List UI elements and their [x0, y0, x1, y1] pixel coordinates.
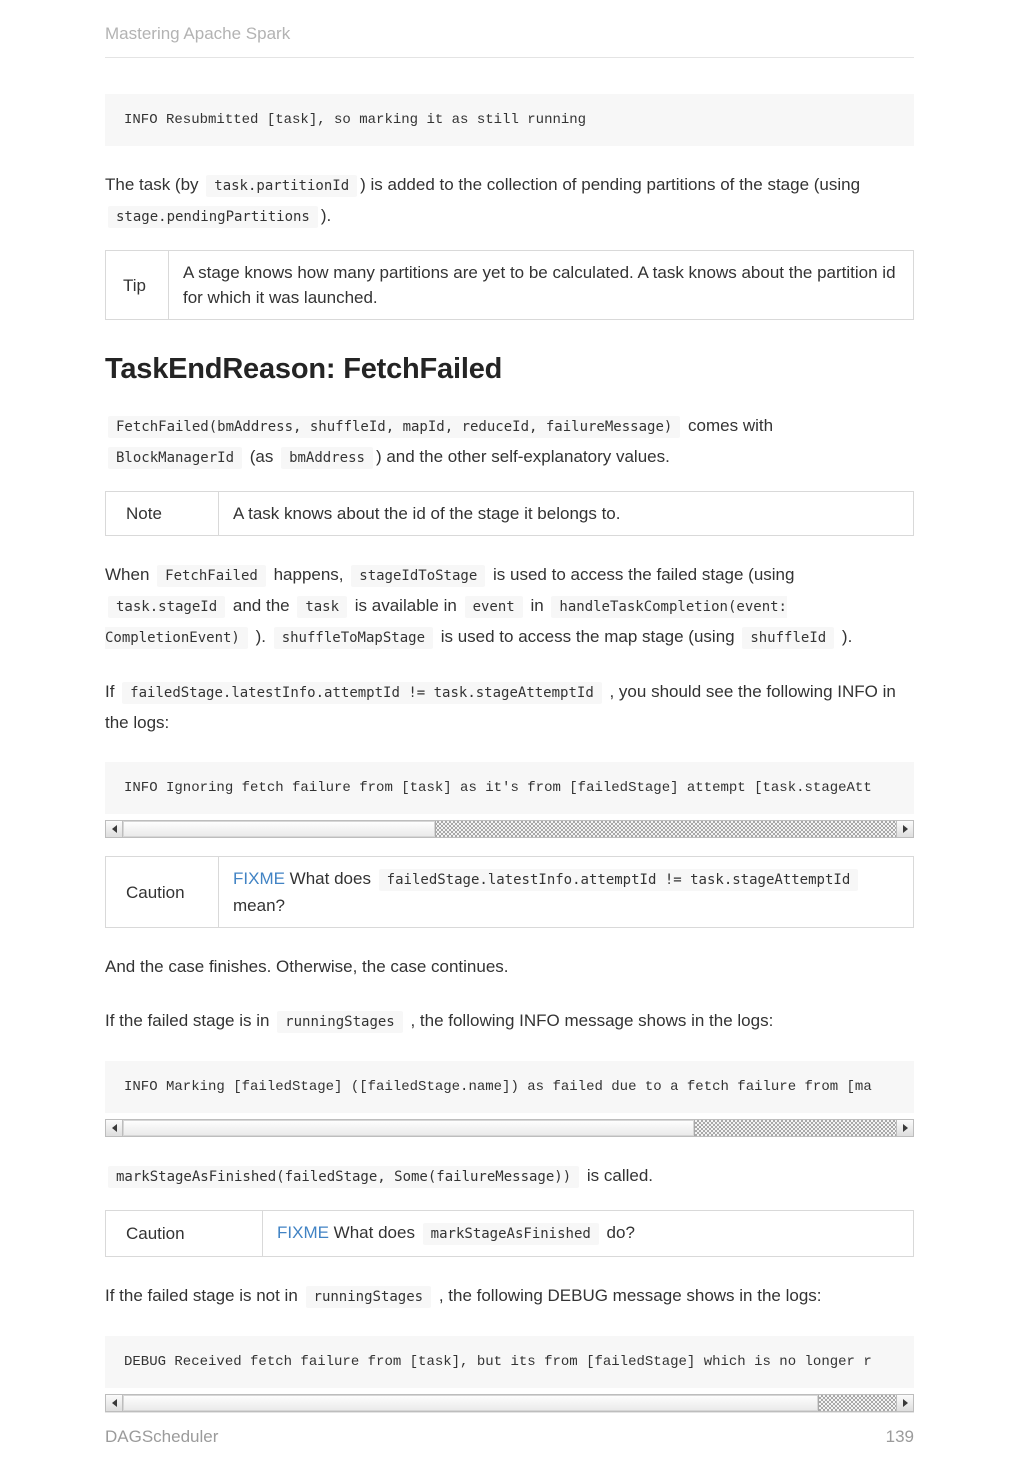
- admonition-label: Tip: [106, 251, 169, 319]
- inline-code: runningStages: [277, 1011, 403, 1033]
- inline-code: stage.pendingPartitions: [108, 206, 318, 228]
- text-run: What does: [284, 869, 376, 888]
- arrow-right-icon: [903, 1399, 908, 1407]
- text-run: What does: [328, 1223, 420, 1242]
- arrow-left-icon: [112, 825, 117, 833]
- scroll-left-button[interactable]: [106, 1395, 123, 1411]
- inline-code: event: [465, 596, 523, 618]
- inline-code: handleTaskCompletion(event: CompletionEvent): [105, 596, 787, 649]
- scroll-left-button[interactable]: [106, 821, 123, 837]
- text-run: , you should see the following INFO in the logs:: [105, 682, 896, 732]
- paragraph: [105, 1006, 914, 1037]
- scroll-right-button[interactable]: [896, 821, 913, 837]
- scrollbar-thumb[interactable]: [123, 1395, 819, 1411]
- inline-code: FetchFailed: [157, 565, 266, 587]
- text-run: When: [105, 565, 155, 584]
- fixme-link[interactable]: FIXME: [277, 1223, 329, 1242]
- inline-code: failedStage.latestInfo.attemptId != task.stageAttemptId: [122, 682, 602, 704]
- arrow-right-icon: [903, 825, 908, 833]
- content: [105, 58, 914, 1412]
- inline-code: FetchFailed(bmAddress, shuffleId, mapId, reduceId, failureMessage): [108, 416, 680, 438]
- tip-admonition: [105, 250, 914, 320]
- scroll-right-button[interactable]: [896, 1120, 913, 1136]
- admonition-content: [219, 857, 913, 927]
- text-run: If: [105, 682, 120, 701]
- code-block: [105, 1061, 914, 1113]
- text-run: is used to access the map stage (using: [436, 627, 740, 646]
- inline-code: failedStage.latestInfo.attemptId != task.stageAttemptId: [379, 869, 859, 891]
- text-run: in: [525, 596, 549, 615]
- text-run: ) is added to the collection of pending partitions of the stage (using: [360, 175, 861, 194]
- paragraph: [105, 170, 914, 232]
- text-run: is used to access the failed stage (using: [488, 565, 795, 584]
- horizontal-scrollbar[interactable]: [105, 820, 914, 838]
- code-text: INFO Marking [failedStage] ([failedStage.name]) as failed due to a fetch failure from [ma: [124, 1079, 872, 1095]
- caution-admonition: [105, 1210, 914, 1257]
- inline-code: shuffleToMapStage: [274, 627, 433, 649]
- scrollbar-track[interactable]: [123, 1395, 896, 1411]
- paragraph: [105, 560, 914, 653]
- paragraph: [105, 677, 914, 738]
- book-title: Mastering Apache Spark: [105, 24, 291, 43]
- text-run: If the failed stage is not in: [105, 1286, 303, 1305]
- text-run: ).: [320, 206, 332, 225]
- scroll-left-button[interactable]: [106, 1120, 123, 1136]
- paragraph: [105, 952, 914, 982]
- code-text: DEBUG Received fetch failure from [task], but its from [failedStage] which is no longer r: [124, 1354, 872, 1370]
- admonition-label: Caution: [106, 1211, 263, 1256]
- inline-code: task.stageId: [108, 596, 225, 618]
- paragraph: [105, 411, 914, 473]
- admonition-content: [169, 251, 913, 319]
- text-run: (as: [245, 447, 279, 466]
- inline-code: shuffleId: [742, 627, 834, 649]
- code-block: [105, 94, 914, 146]
- text-run: comes with: [683, 416, 774, 435]
- arrow-left-icon: [112, 1399, 117, 1407]
- inline-code: bmAddress: [281, 447, 373, 469]
- text-run: happens,: [268, 565, 349, 584]
- code-group-marking-failed-stage: [105, 1061, 914, 1137]
- inline-code: BlockManagerId: [108, 447, 242, 469]
- text-run: ).: [250, 627, 271, 646]
- text-run: And the case finishes. Otherwise, the case continues.: [105, 957, 509, 976]
- page-title: TaskEndReason: FetchFailed: [105, 353, 503, 385]
- code-group-ignoring-fetch-failure: [105, 762, 914, 838]
- text-run: mean?: [233, 896, 285, 915]
- page-footer: [105, 1412, 914, 1474]
- scrollbar-track[interactable]: [123, 1120, 896, 1136]
- inline-code: runningStages: [306, 1286, 432, 1308]
- text-run: , the following DEBUG message shows in the logs:: [434, 1286, 822, 1305]
- admonition-label: Caution: [106, 857, 219, 927]
- text-run: is available in: [350, 596, 462, 615]
- scrollbar-thumb[interactable]: [123, 821, 436, 837]
- text-run: do?: [601, 1223, 635, 1242]
- admonition-content: [263, 1211, 913, 1256]
- inline-code: markStageAsFinished(failedStage, Some(failureMessage)): [108, 1166, 579, 1188]
- note-admonition: [105, 491, 914, 536]
- arrow-right-icon: [903, 1124, 908, 1132]
- code-text: INFO Resubmitted [task], so marking it as still running: [124, 112, 587, 128]
- horizontal-scrollbar[interactable]: [105, 1119, 914, 1137]
- paragraph: [105, 1161, 914, 1192]
- arrow-left-icon: [112, 1124, 117, 1132]
- code-group-resubmitted: [105, 94, 914, 146]
- admonition-content: [219, 492, 913, 535]
- fixme-link[interactable]: FIXME: [233, 869, 285, 888]
- book-header: [105, 0, 914, 58]
- scrollbar-thumb[interactable]: [123, 1120, 695, 1136]
- text-run: ) and the other self-explanatory values.: [375, 447, 670, 466]
- text-run: is called.: [582, 1166, 654, 1185]
- code-block: [105, 762, 914, 814]
- inline-code: stageIdToStage: [351, 565, 485, 587]
- text-run: The task (by: [105, 175, 204, 194]
- inline-code: markStageAsFinished: [423, 1223, 599, 1245]
- paragraph: [105, 1281, 914, 1312]
- footer-chapter: DAGScheduler: [105, 1427, 219, 1446]
- code-block: [105, 1336, 914, 1388]
- code-group-debug-fetch-failure: [105, 1336, 914, 1412]
- inline-code: task.partitionId: [206, 175, 357, 197]
- horizontal-scrollbar[interactable]: [105, 1394, 914, 1412]
- inline-code: task: [297, 596, 347, 618]
- text-run: If the failed stage is in: [105, 1011, 275, 1030]
- code-text: INFO Ignoring fetch failure from [task] as it's from [failedStage] attempt [task.stageAtt: [124, 780, 872, 796]
- scroll-right-button[interactable]: [896, 1395, 913, 1411]
- scrollbar-track[interactable]: [123, 821, 896, 837]
- text-run: ).: [837, 627, 853, 646]
- text-run: A stage knows how many partitions are yet to be calculated. A task knows about the partition id for which it was launched.: [183, 263, 896, 307]
- admonition-label: Note: [106, 492, 219, 535]
- text-run: and the: [228, 596, 295, 615]
- text-run: , the following INFO message shows in the logs:: [405, 1011, 774, 1030]
- text-run: A task knows about the id of the stage it belongs to.: [233, 504, 621, 523]
- footer-page-number: 139: [885, 1427, 914, 1446]
- caution-admonition: [105, 856, 914, 928]
